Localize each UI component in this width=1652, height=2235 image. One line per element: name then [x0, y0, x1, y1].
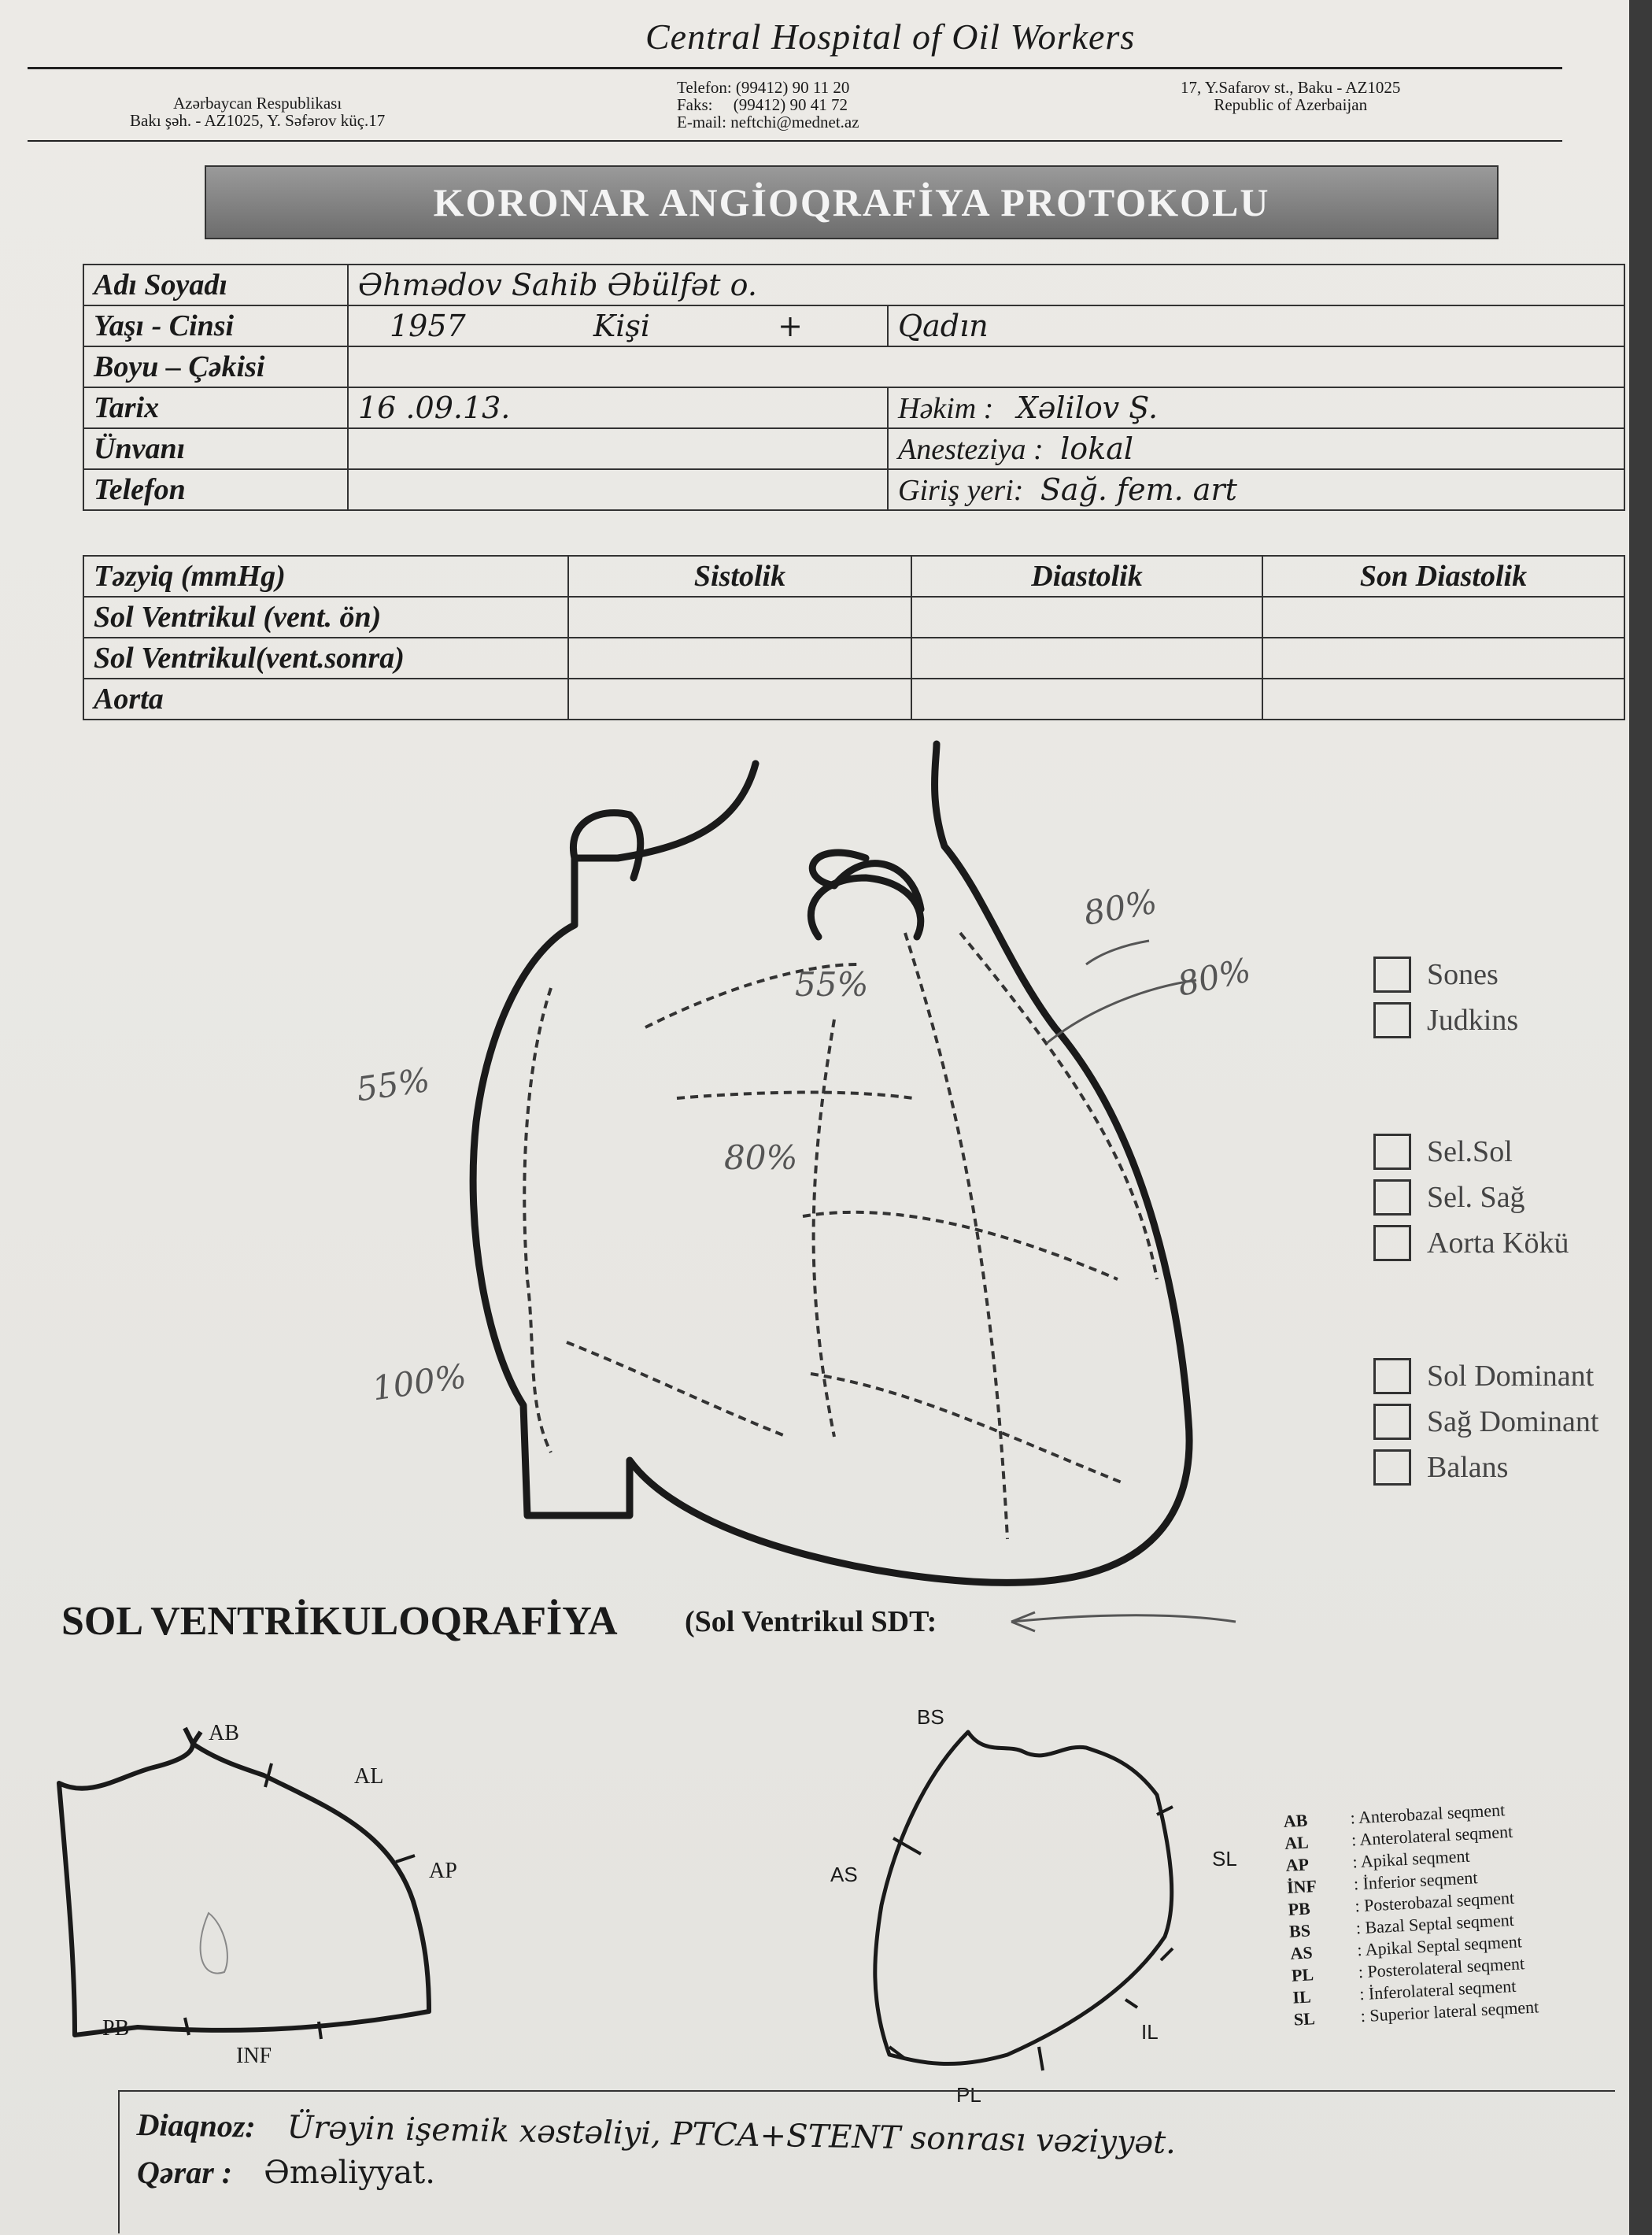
table-cell	[1262, 638, 1624, 679]
legend-item: PB : Posterobazal seqment	[1287, 1887, 1515, 1919]
table-row	[83, 387, 1624, 428]
decision-value: Əməliyyat.	[264, 2155, 435, 2191]
contact-fax: Faks: (99412) 90 41 72	[677, 95, 848, 114]
date-label: Tarix	[83, 387, 348, 428]
header-rule	[28, 67, 1562, 69]
access-label: Giriş yeri:	[898, 473, 1024, 507]
table-row	[83, 638, 1624, 679]
legend-item: AL : Anterolateral seqment	[1284, 1821, 1513, 1853]
contact-phone: Telefon: (99412) 90 11 20	[677, 78, 850, 97]
segment-label-ab: AB	[209, 1721, 239, 1745]
checkbox-balans[interactable]	[1373, 1449, 1598, 1486]
legend-item: SL : Superior lateral seqment	[1293, 1996, 1539, 2030]
aorta-outline	[473, 744, 1189, 1582]
header-rule-bottom	[28, 140, 1562, 142]
checkbox-aorta-koku[interactable]	[1373, 1225, 1569, 1261]
address-value	[348, 428, 888, 469]
checkbox-box[interactable]	[1373, 957, 1411, 993]
checkbox-label: Sones	[1427, 958, 1499, 991]
checkbox-label: Aorta Kökü	[1427, 1227, 1569, 1260]
checkbox-sones[interactable]	[1373, 957, 1518, 993]
checkbox-label: Sel. Sağ	[1427, 1181, 1525, 1214]
checkbox-label: Sel.Sol	[1427, 1135, 1513, 1168]
legend-item: AP : Apikal seqment	[1284, 1845, 1471, 1875]
address-label: Ünvanı	[83, 428, 348, 469]
vena-cava	[573, 812, 640, 878]
male-label: Kişi	[593, 309, 651, 343]
name-label: Adı Soyadı	[83, 265, 348, 305]
table-row	[83, 305, 1624, 346]
female-label: Qadın	[888, 305, 1624, 346]
diagnosis-box	[118, 2090, 1615, 2233]
left-address-line: Azərbaycan Respublikası	[173, 94, 342, 113]
diastolic-header: Diastolik	[911, 556, 1262, 597]
systolic-header: Sistolik	[568, 556, 911, 597]
table-row	[83, 346, 1624, 387]
legend-item: PL : Posterolateral seqment	[1291, 1953, 1525, 1985]
end-diastolic-header: Son Diastolik	[1262, 556, 1624, 597]
coronary-artery	[811, 1374, 1125, 1484]
dominance-group	[1373, 1358, 1598, 1486]
checkbox-box[interactable]	[1373, 1225, 1411, 1261]
coronary-artery	[677, 1093, 913, 1099]
annotation-left-lower: 100%	[369, 1356, 469, 1408]
legend-item: IL : İnferolateral seqment	[1292, 1975, 1517, 2007]
segment-label-al: AL	[354, 1764, 384, 1789]
lv-rao-diagram	[59, 1720, 468, 2067]
annotation-right-upper: 80%	[1081, 882, 1160, 933]
age-sex-values	[348, 305, 888, 346]
segment-label-pl: PL	[956, 2083, 981, 2107]
table-row	[83, 597, 1624, 638]
selection-group	[1373, 1134, 1569, 1261]
checkbox-label: Sağ Dominant	[1427, 1405, 1599, 1438]
left-address	[130, 94, 385, 129]
doctor-cell	[888, 387, 1624, 428]
segment-label-bs: BS	[917, 1705, 944, 1729]
access-value: Sağ. fem. art	[1040, 472, 1237, 507]
checkbox-box[interactable]	[1373, 1358, 1411, 1394]
doctor-value: Xəlilov Ş.	[1016, 390, 1159, 425]
lv-lao-diagram	[826, 1700, 1251, 2118]
decision-label: Qərar :	[137, 2155, 233, 2190]
patient-info-table	[83, 264, 1625, 511]
checkbox-sel-sol[interactable]	[1373, 1134, 1569, 1170]
patient-name: Əhmədov Sahib Əbülfət o.	[348, 265, 1624, 305]
handwritten-arrow	[1000, 1598, 1251, 1645]
segment-label-il: IL	[1141, 2020, 1159, 2044]
anesthesia-label: Anesteziya :	[898, 432, 1044, 466]
coronary-artery	[905, 933, 1007, 1539]
protocol-title-banner: KORONAR ANGİOQRAFİYA PROTOKOLU	[205, 165, 1499, 239]
row-label: Aorta	[83, 679, 568, 720]
table-row	[83, 428, 1624, 469]
doctor-label: Həkim :	[898, 391, 994, 425]
age-sex-label: Yaşı - Cinsi	[83, 305, 348, 346]
coronary-artery	[803, 1212, 1118, 1279]
heart-diagram	[353, 728, 1259, 1602]
phone-label: Telefon	[83, 469, 348, 510]
hospital-name: Central Hospital of Oil Workers	[645, 17, 1136, 57]
table-cell	[911, 638, 1262, 679]
checkbox-sol-dominant[interactable]	[1373, 1358, 1598, 1394]
annotation-center: 80%	[724, 1138, 798, 1177]
atrium-outline	[811, 878, 920, 937]
segment-label-sl: SL	[1212, 1847, 1237, 1871]
table-cell	[1262, 597, 1624, 638]
anesthesia-value: lokal	[1060, 431, 1134, 466]
checkbox-label: Sol Dominant	[1427, 1360, 1595, 1393]
right-address-line: 17, Y.Safarov st., Baku - AZ1025	[1181, 78, 1401, 97]
legend-item: AS : Apikal Septal seqment	[1289, 1931, 1523, 1963]
checkbox-label: Balans	[1427, 1451, 1509, 1484]
segment-label-ap: AP	[429, 1859, 457, 1883]
checkbox-judkins[interactable]	[1373, 1002, 1518, 1038]
legend-item: İNF : İnferior seqment	[1286, 1867, 1479, 1897]
anesthesia-cell	[888, 428, 1624, 469]
contact-block	[677, 79, 859, 131]
diagnosis-value: Ürəyin işemik xəstəliyi, PTCA+STENT sonrası vəziyyət.	[286, 2109, 1177, 2162]
segment-legend	[1283, 1798, 1539, 2031]
annotation-center-upper: 55%	[795, 965, 869, 1004]
left-address-line: Bakı şəh. - AZ1025, Y. Səfərov küç.17	[130, 111, 386, 130]
height-weight-value	[348, 346, 1624, 387]
ventriculography-subtitle: (Sol Ventrikul SDT:	[685, 1605, 937, 1638]
table-row	[83, 469, 1624, 510]
table-cell	[1262, 679, 1624, 720]
legend-item: BS : Bazal Septal seqment	[1288, 1909, 1515, 1941]
table-row	[83, 556, 1624, 597]
diagnosis-label: Diaqnoz:	[136, 2106, 257, 2144]
pressure-header: Təzyiq (mmHg)	[83, 556, 568, 597]
male-mark: +	[778, 309, 803, 343]
checkbox-box[interactable]	[1373, 1179, 1411, 1216]
date-value: 16 .09.13.	[348, 387, 888, 428]
table-cell	[568, 679, 911, 720]
table-cell	[911, 679, 1262, 720]
coronary-artery	[524, 988, 551, 1452]
row-label: Sol Ventrikul (vent. ön)	[83, 597, 568, 638]
table-cell	[911, 597, 1262, 638]
contact-email: E-mail: neftchi@mednet.az	[677, 113, 859, 131]
catheter-group	[1373, 957, 1518, 1038]
checkbox-box[interactable]	[1373, 1134, 1411, 1170]
height-weight-label: Boyu – Çəkisi	[83, 346, 348, 387]
access-cell	[888, 469, 1624, 510]
ventriculography-title: SOL VENTRİKULOQRAFİYA	[61, 1599, 618, 1644]
table-row	[83, 265, 1624, 305]
phone-value	[348, 469, 888, 510]
checkbox-box[interactable]	[1373, 1449, 1411, 1486]
segment-label-as: AS	[830, 1863, 858, 1886]
right-address-line: Republic of Azerbaijan	[1214, 95, 1368, 114]
row-label: Sol Ventrikul(vent.sonra)	[83, 638, 568, 679]
legend-item: AB : Anterobazal seqment	[1283, 1800, 1506, 1831]
annotation-right: 80%	[1173, 950, 1255, 1004]
checkbox-label: Judkins	[1427, 1004, 1519, 1037]
checkbox-box[interactable]	[1373, 1002, 1411, 1038]
checkbox-sag-dominant[interactable]	[1373, 1404, 1598, 1440]
table-row	[83, 679, 1624, 720]
table-cell	[568, 638, 911, 679]
annotation-arrow	[1047, 980, 1196, 1043]
pressure-table	[83, 555, 1625, 720]
coronary-artery	[960, 933, 1157, 1279]
right-address	[1181, 79, 1400, 113]
coronary-artery	[567, 1342, 787, 1437]
birth-year: 1957	[390, 309, 466, 343]
table-cell	[568, 597, 911, 638]
annotation-left-upper: 55%	[353, 1060, 433, 1109]
segment-label-inf: INF	[236, 2044, 272, 2068]
segment-label-pb: PB	[102, 2016, 130, 2041]
annotation-arrow	[1086, 941, 1149, 964]
checkbox-sel-sag[interactable]	[1373, 1179, 1569, 1216]
checkbox-box[interactable]	[1373, 1404, 1411, 1440]
